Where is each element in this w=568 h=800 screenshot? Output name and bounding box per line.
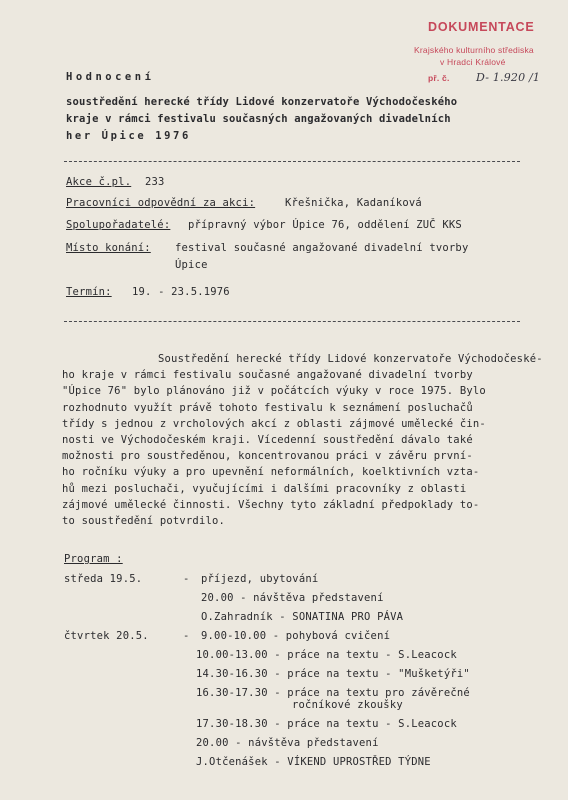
body-line: hů mezi posluchači, vyučujícími i dalšími pracovníky z oblasti [62, 482, 467, 495]
stamp-handwritten-number: D- 1.920 /1 [476, 71, 541, 84]
venue-value-line-1: festival současné angažované divadelní tvorby [175, 242, 469, 254]
program-dash: - [183, 573, 190, 585]
responsible-value: Křešnička, Kadaníková [285, 197, 422, 209]
program-item: O.Zahradník - SONATINA PRO PÁVA [201, 611, 404, 623]
stamp-line-2: v Hradci Králové [440, 57, 506, 67]
body-line: "Úpice 76" bylo plánováno již v počátcích výuky v roce 1975. Bylo [62, 385, 486, 398]
body-line: Soustředění herecké třídy Lidové konzervatoře Východočeské- [158, 353, 543, 365]
subtitle-line-2: kraje v rámci festivalu současných angažovaných divadelních [66, 113, 451, 125]
body-line: ho kraje v rámci festivalu současné angažované divadelní tvorby [62, 369, 473, 382]
program-item: 9.00-10.00 - pohybová cvičení [201, 630, 391, 642]
program-item: J.Otčenášek - VÍKEND UPROSTŘED TÝDNE [196, 756, 431, 768]
program-item: 20.00 - návštěva představení [201, 592, 384, 604]
subtitle-line-1: soustředění herecké třídy Lidové konzervatoře Východočeského [66, 96, 458, 108]
program-dash: - [183, 630, 190, 642]
program-item: 10.00-13.00 - práce na textu - S.Leacock [196, 649, 457, 661]
co-organizer-label: Spolupořadatelé: [66, 219, 171, 231]
stamp-sign-label: př. č. [428, 73, 450, 83]
stamp-line-1: Krajského kulturního střediska [414, 45, 534, 55]
program-label: Program : [64, 553, 123, 565]
date-value: 19. - 23.5.1976 [132, 286, 230, 298]
body-line: rozhodnuto využít právě tohoto festivalu k seznámení posluchačů [62, 401, 473, 414]
body-line: ho ročníku výuky a pro upevnění neformálních, koelktivních vzta- [62, 466, 480, 479]
subtitle-line-3: her Úpice 1976 [66, 130, 191, 142]
program-item: 20.00 - návštěva představení [196, 737, 379, 749]
co-organizer-value: přípravný výbor Úpice 76, oddělení ZUČ KKS [188, 219, 462, 231]
body-line: nosti ve Východočeském kraji. Vícedenní soustředění dávalo také [62, 434, 473, 447]
divider-top [64, 161, 520, 162]
program-item: 17.30-18.30 - práce na textu - S.Leacock [196, 718, 457, 730]
document-title: Hodnocení [66, 71, 155, 83]
stamp-title: DOKUMENTACE [428, 20, 535, 34]
body-line: třídy s jednou z vrcholových akcí z oblasti zájmové umělecké čin- [62, 417, 486, 430]
body-line: možnosti pro soustředěnou, koncentrovanou práci v závěru první- [62, 450, 473, 463]
date-label: Termín: [66, 286, 112, 298]
program-item: příjezd, ubytování [201, 573, 319, 585]
divider-bottom [64, 321, 520, 322]
body-line: to soustředění potvrdilo. [62, 515, 226, 528]
responsible-label: Pracovníci odpovědní za akci: [66, 197, 256, 209]
akce-value: 233 [145, 176, 165, 188]
program-item: 14.30-16.30 - práce na textu - "Mušketýři" [196, 668, 470, 680]
program-item: ročníkové zkoušky [292, 699, 403, 711]
akce-label: Akce č.pl. [66, 176, 132, 188]
body-line: zájmové umělecké činnosti. Všechny tyto základní předpoklady to- [62, 498, 480, 511]
program-item: 16.30-17.30 - práce na textu pro závěrečné [196, 687, 470, 699]
venue-value-line-2: Úpice [175, 259, 208, 271]
archive-stamp [398, 16, 558, 96]
program-day-thursday: čtvrtek 20.5. [64, 630, 149, 642]
body-paragraph [62, 351, 543, 529]
venue-label: Místo konání: [66, 242, 151, 254]
program-day-wednesday: středa 19.5. [64, 573, 143, 585]
